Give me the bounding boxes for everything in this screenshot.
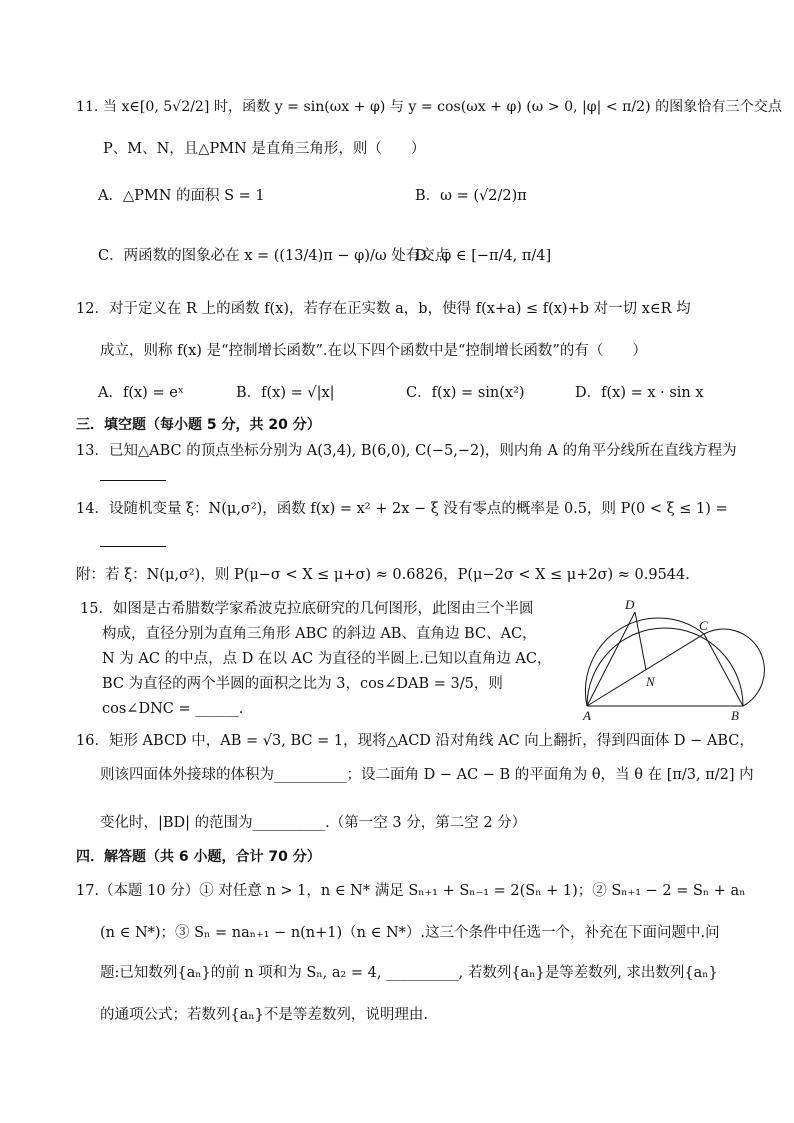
q15-line3: N 为 AC 的中点，点 D 在以 AC 为直径的半圆上.已知以直角边 AC， [102, 651, 552, 667]
q17-line3: 题:已知数列{aₙ}的前 n 项和为 Sₙ, a₂ = 4, __________, 若数列{aₙ}是等差数列, 求出数列{aₙ} [100, 965, 718, 981]
q11-option-c: C．两函数的图象必在 x = ((13/4)π − φ)/ω 处有交点 [98, 248, 450, 264]
q14-note: 附：若 ξ：N(μ,σ²)，则 P(μ−σ < X ≤ μ+σ) ≈ 0.6826，P(μ−2σ < X ≤ μ+2σ) ≈ 0.9544. [76, 567, 690, 583]
q16-line1: 16．矩形 ABCD 中，AB = √3, BC = 1，现将△ACD 沿对角线 AC 向上翻折，得到四面体 D − ABC， [76, 733, 754, 749]
q17-line4: 的通项公式；若数列{aₙ}不是等差数列，说明理由. [100, 1007, 428, 1023]
q12-option-d: D．f(x) = x · sin x [575, 385, 704, 401]
hippocrates-figure [575, 596, 765, 724]
q14-answer-blank [100, 532, 166, 554]
section4-heading: 四．解答题（共 6 小题，合计 70 分） [76, 849, 321, 865]
semicircle-ab [587, 628, 743, 706]
q12-option-b: B．f(x) = √|x| [236, 385, 335, 401]
label-d: D [625, 597, 635, 612]
semicircle-bc [704, 629, 764, 706]
label-c: C [699, 618, 708, 633]
q11-option-b: B．ω = (√2/2)π [415, 188, 527, 204]
q15-line4: BC 为直径的两个半圆的面积之比为 3，cos∠DAB = 3/5，则 [102, 676, 503, 692]
q11-option-d: D．φ ∈ [−π/4, π/4] [415, 248, 552, 264]
q11-stem-line1: 11. 当 x∈[0, 5√2/2] 时，函数 y = sin(ωx + φ) 与 y = cos(ωx + φ) (ω > 0, |φ| < π/2) 的图象恰有三个交点 [76, 99, 782, 115]
q12-stem-line1: 12．对于定义在 R 上的函数 f(x)，若存在正实数 a，b，使得 f(x+a) ≤ f(x)+b 对一切 x∈R 均 [76, 301, 691, 317]
line-bc [704, 634, 743, 706]
q15-line1: 15．如图是古希腊数学家希波克拉底研究的几何图形，此图由三个半圆 [80, 601, 534, 617]
q14-stem: 14．设随机变量 ξ：N(μ,σ²)，函数 f(x) = x² + 2x − ξ 没有零点的概率是 0.5，则 P(0 < ξ ≤ 1) = [76, 501, 728, 517]
q17-line2: (n ∈ N*)；③ Sₙ = naₙ₊₁ − n(n+1)（n ∈ N*）.这三个条件中任选一个，补充在下面问题中.问 [100, 925, 720, 941]
q11-stem-line2: P、M、N，且△PMN 是直角三角形，则（ ） [103, 141, 426, 157]
q12-option-c: C．f(x) = sin(x²) [406, 385, 525, 401]
line-ad [587, 612, 635, 706]
q17-line1: 17.（本题 10 分）① 对任意 n > 1，n ∈ N* 满足 Sₙ₊₁ + Sₙ₋₁ = 2(Sₙ + 1)；② Sₙ₊₁ − 2 = Sₙ + aₙ [76, 883, 746, 899]
q12-stem-line2: 成立，则称 f(x) 是“控制增长函数”.在以下四个函数中是“控制增长函数”的有（ ） [100, 343, 647, 359]
label-b: B [731, 708, 739, 723]
q13-answer-blank [100, 466, 166, 488]
q16-line3: 变化时，|BD| 的范围为__________.（第一空 3 分，第二空 2 分） [100, 815, 527, 831]
label-a: A [583, 708, 591, 723]
q13-stem: 13．已知△ABC 的顶点坐标分别为 A(3,4), B(6,0), C(−5,−2)，则内角 A 的角平分线所在直线方程为 [76, 443, 737, 459]
q16-line2: 则该四面体外接球的体积为__________；设二面角 D − AC − B 的平面角为 θ，当 θ 在 [π/3, π/2] 内 [100, 767, 754, 783]
q15-line5: cos∠DNC = ______. [102, 701, 244, 717]
section3-heading: 三．填空题（每小题 5 分，共 20 分） [76, 417, 321, 433]
label-n: N [646, 674, 655, 689]
q15-line2: 构成，直径分别为直角三角形 ABC 的斜边 AB、直角边 BC、AC， [102, 626, 537, 642]
q11-option-a: A．△PMN 的面积 S = 1 [98, 188, 265, 204]
q12-option-a: A．f(x) = eˣ [98, 385, 184, 401]
